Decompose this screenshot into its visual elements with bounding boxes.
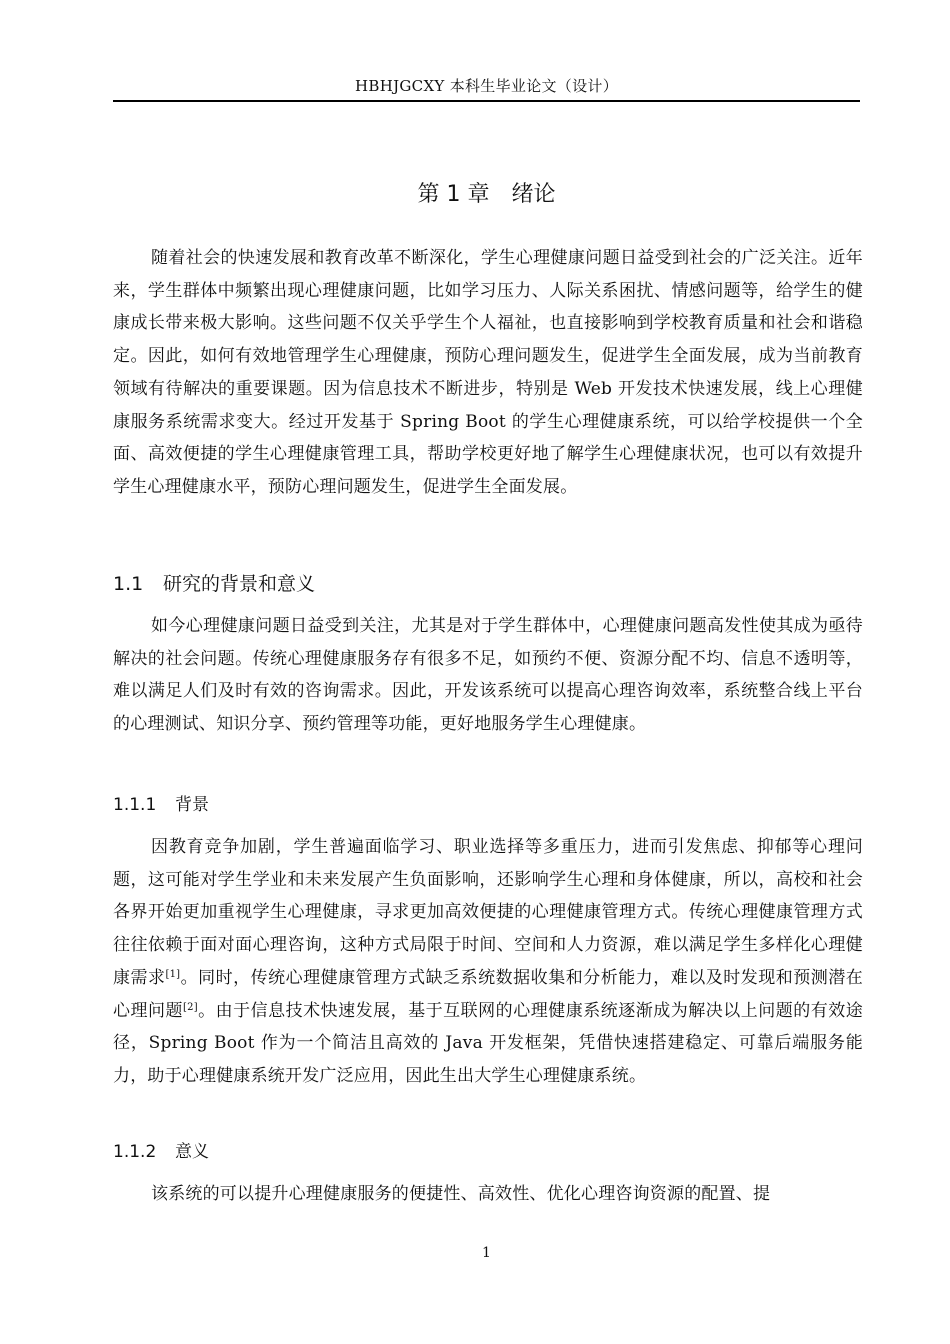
intro-paragraph: 随着社会的快速发展和教育改革不断深化，学生心理健康问题日益受到社会的广泛关注。近年来，学生群体中频繁出现心理健康问题，比如学习压力、人际关系困扰、情感问题等，给学生的健康成长带来极大影响。这些问题不仅关乎学生个人福祉，也直接影响到学校教育质量和社会和谐稳定。因此，如何有效地管理学生心理健康，预防心理问题发生，促进学生全面发展，成为当前教育领域有待解决的重要课题。因为信息技术不断进步，特别是 Web 开发技术快速发展，线上心理健康服务系统需求变大。经过开发基于 Spring Boot 的学生心理健康系统，可以给学校提供一个全面、高效便捷的学生心理健康管理工具，帮助学校更好地了解学生心理健康状况，也可以有效提升学生心理健康水平，预防心理问题发生，促进学生全面发展。 — [113, 248, 863, 497]
citation-ref-2: [2] — [183, 1001, 198, 1013]
section-number: 1.1.1 — [113, 795, 157, 815]
chapter-number: 第 1 章 — [417, 182, 490, 207]
citation-ref-1: [1] — [165, 968, 181, 980]
section-heading-1-1-2 — [113, 1137, 209, 1167]
section-title: 意义 — [175, 1142, 209, 1162]
section-title: 研究的背景和意义 — [163, 573, 316, 595]
section-number: 1.1.2 — [113, 1142, 157, 1162]
paragraph-text: 因教育竞争加剧，学生普遍面临学习、职业选择等多重压力，进而引发焦虑、抑郁等心理问题，这可能对学生学业和未来发展产生负面影响，还影响学生心理和身体健康，所以，高校和社会各界开始更加重视学生心理健康，寻求更加高效便捷的心理健康管理方式。传统心理健康管理方式往往依赖于面对面心理咨询，这种方式局限于时间、空间和人力资源，难以满足学生多样化心理健康需求 — [113, 837, 863, 988]
page-number: 1 — [482, 1245, 491, 1261]
section-1-1-2-paragraph: 该系统的可以提升心理健康服务的便捷性、高效性、优化心理咨询资源的配置、提 — [151, 1184, 771, 1204]
chapter-heading — [113, 178, 860, 212]
section-number: 1.1 — [113, 573, 144, 595]
section-title: 背景 — [175, 795, 209, 815]
section-1-1-paragraph: 如今心理健康问题日益受到关注，尤其是对于学生群体中，心理健康问题高发性使其成为亟待解决的社会问题。传统心理健康服务存有很多不足，如预约不便、资源分配不均、信息不透明等，难以满足人们及时有效的咨询需求。因此，开发该系统可以提高心理咨询效率，系统整合线上平台的心理测试、知识分享、预约管理等功能，更好地服务学生心理健康。 — [113, 616, 863, 735]
section-1-1-1-paragraph — [113, 831, 863, 1093]
page-header: HBHJGCXY 本科生毕业论文（设计） — [354, 77, 618, 95]
header-divider — [113, 100, 860, 102]
chapter-title: 绪论 — [511, 182, 556, 207]
section-heading-1-1-1 — [113, 790, 209, 820]
paragraph-text: 。同时，传统心理健康管理方式缺乏系统数据收集和分析能力，难以及时发现和预测潜在心理问题 — [113, 967, 863, 1021]
section-heading-1-1 — [113, 568, 315, 600]
paragraph-text: 。由于信息技术快速发展，基于互联网的心理健康系统逐渐成为解决以上问题的有效途径，Spring Boot 作为一个简洁且高效的 Java 开发框架，凭借快速搭建稳定、可靠后端服务能力，助于心理健康系统开发广泛应用，因此生出大学生心理健康系统。 — [113, 1000, 863, 1086]
